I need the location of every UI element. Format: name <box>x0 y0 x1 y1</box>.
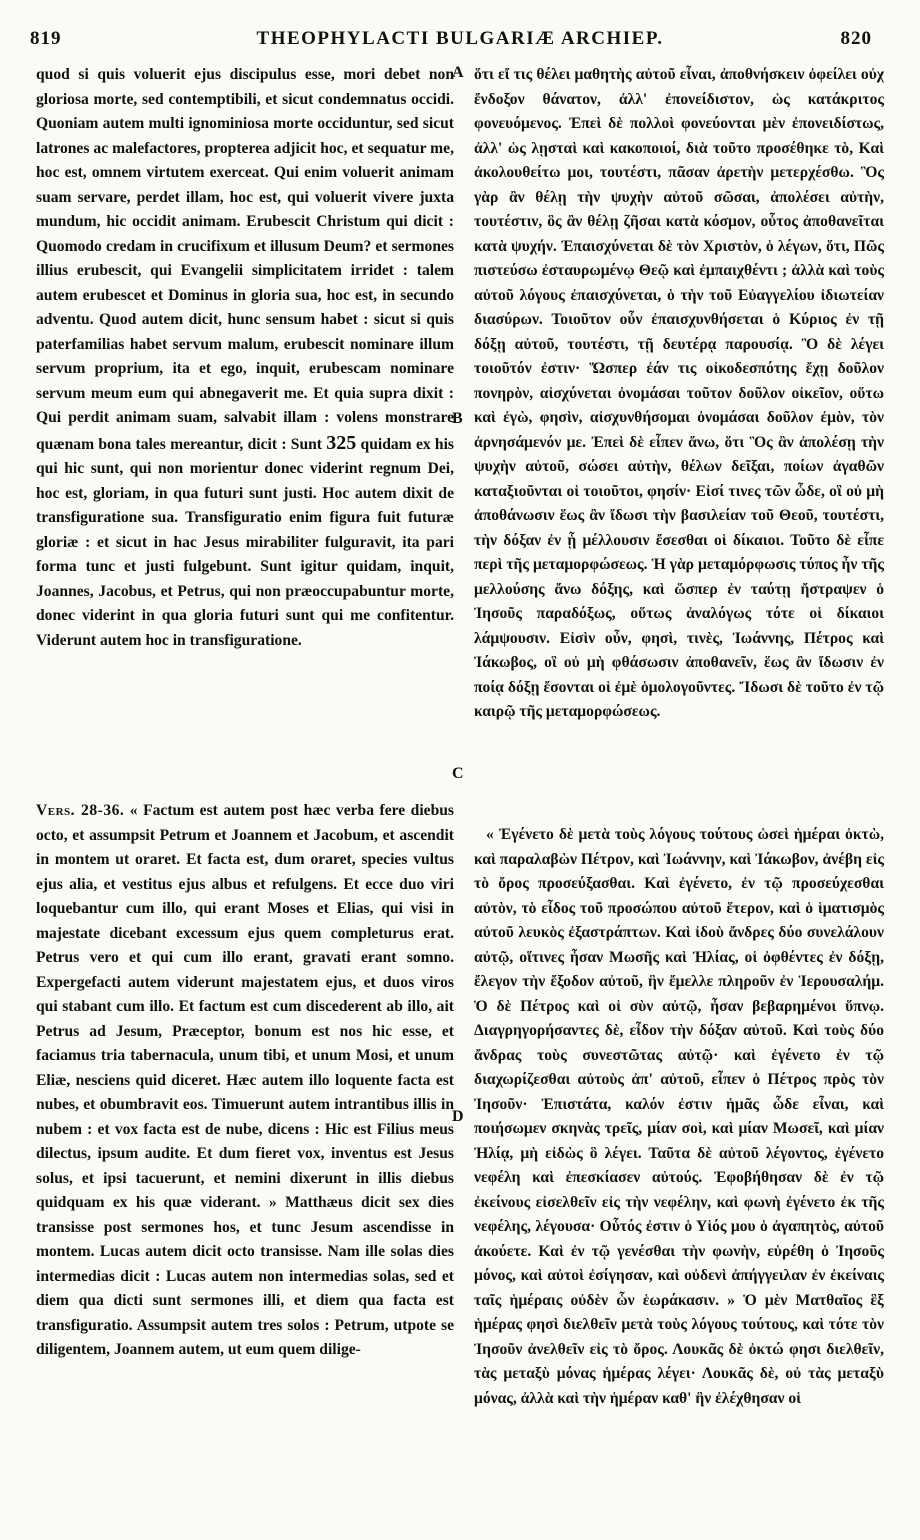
latin-text-part-1: quod si quis voluerit ejus discipulus esse, mori debet non gloriosa morte, sed contemptibili, et sicut condemnatus occidi. Quoniam autem multi ignominiosa morte occiduntur, sed sicut latrones ac malefactores, propterea adjicit hoc, et sequatur me, hoc est, omnem virtutem exerceat. Qui enim voluerit animam suam servare, perdet illam, hoc est, qui voluerit vivere juxta mundum, hic occidit animam. Erubescit Christum qui dicit : Quomodo credam in crucifixum et illusum Deum? et sermones illius erubescit, qui Evangelii simplicitatem irridet : talem autem erubescet et Dominus in gloria sua, hoc est, in secundo adventu. Quod autem dicit, hunc sensum habet : sicut si quis paterfamilias habet servum malum, erubescit nominare illum servum proprium, ita et ego, inquit, erubescam nominare servum meum eum qui abnegaverit me. Et quia supra dixit : Qui perdit animam suam, salvabit illam : volens monstrare quænam bona tales mereantur, dicit : Sunt <box>36 66 454 453</box>
latin-text-part-2: quidam ex his qui hic sunt, qui non morientur donec viderint regnum Dei, hoc est, gloriam, in qua futuri sunt justi. Hoc autem dixit de transfiguratione sua. Transfiguratio enim figura fuit futuræ gloriæ : et sicut in hac Jesus mirabiliter fulguravit, ita pari forma tunc et justi fulgebunt. Sunt igitur quidam, inquit, Joannes, Jacobus, et Petrus, qui non præoccupabuntur morte, donec viderint in qua gloria futuri sunt qui me confitentur. Viderunt autem hoc in transfiguratione. <box>36 435 455 649</box>
greek-text-part-2: « Ἐγένετο δὲ μετὰ τοὺς λόγους τούτους ὡσεὶ ἡμέραι ὀκτὼ, καὶ παραλαβὼν Πέτρον, καὶ Ἰωάννην, καὶ Ἰάκωβον, ἀνέβη εἰς τὸ ὄρος προσεύξασθαι. Καὶ ἐγένετο, ἐν τῷ προσεύχεσθαι αὐτὸν, τὸ εἶδος τοῦ προσώπου αὐτοῦ ἕτερον, καὶ ὁ ἱματισμὸς αὐτοῦ λευκὸς ἐξαστράπτων. Καὶ ἰδοὺ ἄνδρες δύο συνελάλουν αὐτῷ, οἵτινες ἦσαν Μωσῆς καὶ Ἠλίας, οἱ ὀφθέντες ἐν δόξῃ, ἔλεγον τὴν ἔξοδον αὐτοῦ, ἣν ἔμελλε πληροῦν ἐν Ἱερουσαλήμ. Ὁ δὲ Πέτρος καὶ οἱ σὺν αὐτῷ, ἦσαν βεβαρημένοι ὕπνῳ. Διαγρηγορήσαντες δὲ, εἶδον τὴν δόξαν αὐτοῦ. Καὶ τοὺς δύο ἄνδρας τοὺς συνεστῶτας αὐτῷ· καὶ ἐγένετο ἐν τῷ διαχωρίζεσθαι αὐτοὺς ἀπ' αὐτοῦ, εἶπεν ὁ Πέτρος πρὸς τὸν Ἰησοῦν· Ἐπιστάτα, καλόν ἐστιν ἡμᾶς ὧδε εἶναι, καὶ ποιήσωμεν σκηνὰς τρεῖς, μίαν σοὶ, καὶ μίαν Μωσεῖ, καὶ μίαν Ἠλίᾳ, μὴ εἰδὼς ὃ λέγει. Ταῦτα δὲ αὐτοῦ λέγοντος, ἐγένετο νεφέλη καὶ ἐπεσκίασεν αὐτούς. Ἐφοβήθησαν δὲ ἐν τῷ ἐκείνους εἰσελθεῖν εἰς τὴν νεφέλην, καὶ φωνὴ ἐγένετο ἐκ τῆς νεφέλης, λέγουσα· Οὗτός ἐστιν ὁ Υἱός μου ὁ ἀγαπητὸς, αὐτοῦ ἀκούετε. Καὶ ἐν τῷ γενέσθαι τὴν φωνὴν, εὑρέθη ὁ Ἰησοῦς μόνος, καὶ αὐτοὶ ἐσίγησαν, καὶ οὐδενὶ ἀπήγγειλαν ἐν ἐκείναις ταῖς ἡμέραις οὐδὲν ὧν ἑωράκασιν. » Ὁ μὲν Ματθαῖος ἓξ ἡμέρας φησὶ διελθεῖν μετὰ τοὺς λόγους τούτους, καὶ τότε τὸν Ἰησοῦν ἀνελθεῖν εἰς τὸ ὄρος. Λουκᾶς δὲ ὀκτώ φησι διελθεῖν, τὰς μεταξὺ μόνας ἡμέρας λέγει· Λουκᾶς δὲ, οὐ τὰς μεταξὺ μόνας, ἀλλὰ καὶ τὴν ἡμέραν καθ' ἣν ἐλέχθησαν οἱ <box>474 826 884 1407</box>
latin-text-part-3: « Factum est autem post hæc verba fere diebus octo, et assumpsit Petrum et Joannem et Jacobum, et ascendit in montem ut oraret. Et facta est, dum oraret, species vultus ejus alia, et vestitus ejus albus et refulgens. Et ecce duo viri loquebantur cum illo, qui erant Moses et Elias, qui visi in majestate dicebant excessum ejus quem completurus erat. Petrus vero et qui cum illo erant, gravati erant somno. Expergefacti autem viderunt majestatem ejus, et duos viros qui stabant cum illo. Et factum est cum discederent ab illo, ait Petrus ad Jesum, Præceptor, bonum est nos hic esse, et faciamus tria tabernacula, unum tibi, et unum Mosi, et unum Eliæ, nesciens quid diceret. Hæc autem illo loquente facta est nubes, et obumbravit eos. Timuerunt autem intrantibus illis in nubem : et vox facta est de nube, dicens : Hic est Filius meus dilectus, ipsum audite. Et dum fieret vox, inventus est Jesus solus, et ipsi tacuerunt, et nemini dixerunt in illis diebus quidquam ex his quæ viderant. » Matthæus dicit sex dies transisse post sermones hos, et tunc Jesum ascendisse in montem. Lucas autem dicit octo transisse. Nam ille solas dies intermedias dicit : Lucas autem non intermedias solas, sed et diem qua dicti sunt sermones illi, et diem qua facta est transfiguratio. Assumpsit autem tres solos : Petrum, utpote se diligentem, Joannem autem, ut eum quem dilige- <box>36 802 454 1358</box>
left-page-number: 819 <box>30 28 62 49</box>
greek-column-upper <box>474 63 884 725</box>
latin-column-upper <box>36 63 454 653</box>
latin-column-lower <box>36 799 454 1363</box>
running-title: THEOPHYLACTI BULGARIÆ ARCHIEP. <box>256 28 664 49</box>
column-page-marker: 325 <box>326 431 357 454</box>
margin-letter-c: C <box>452 765 464 782</box>
greek-column-lower <box>474 823 884 1411</box>
margin-letter-d: D <box>452 1108 464 1125</box>
margin-letter-a: A <box>452 64 464 81</box>
right-page-number: 820 <box>840 28 872 49</box>
greek-text-part-1: ὅτι εἴ τις θέλει μαθητὴς αὐτοῦ εἶναι, ἀποθνήσκειν ὀφείλει οὐχ ἔνδοξον θάνατον, ἀλλ' ἐπονείδιστον, ὡς κατάκριτος φονευόμενος. Ἐπεὶ δὲ πολλοὶ φονεύονται μὲν ἐπονειδίστως, ἀλλ' ὡς λῃσταὶ καὶ κακοποιοί, διὰ τοῦτο προσέθηκε τὸ, Καὶ ἀκολουθείτω μοι, τουτέστι, πᾶσαν ἀρετὴν μετερχέσθω. Ὃς γὰρ ἂν θέλῃ τὴν ψυχὴν αὐτοῦ σῶσαι, ἀπολέσει αὐτὴν, τουτέστιν, ὃς ἂν θέλῃ ζῆσαι κατὰ κόσμον, οὗτος ἀποθανεῖται κατὰ ψυχήν. Ἐπαισχύνεται δὲ τὸν Χριστὸν, ὁ λέγων, ὅτι, Πῶς πιστεύσω ἐσταυρωμένῳ Θεῷ καὶ ἐμπαιχθέντι ; ἀλλὰ καὶ τοὺς αὐτοῦ λόγους ἐπαισχύνεται, ὁ τὴν τοῦ Εὐαγγελίου ἰδιωτείαν διασύρων. Τοιοῦτον οὖν ἐπαισχυνθήσεται ὁ Κύριος ἐν τῇ δόξῃ αὐτοῦ, τουτέστι, τῇ δευτέρᾳ παρουσίᾳ. Ὃ δὲ λέγει τοιοῦτόν ἐστιν· Ὥσπερ ἐάν τις οἰκοδεσπότης ἔχῃ δοῦλον πονηρὸν, αἰσχύνεται ὀνομάσαι τοῦτον δοῦλον οἰκεῖον, οὕτω καὶ ἐγὼ, φησὶν, αἰσχυνθήσομαι ὀνομάσαι δοῦλον ἐμὸν, τὸν ἀρνησάμενόν με. Ἐπεὶ δὲ εἶπεν ἄνω, ὅτι Ὃς ἂν ἀπολέσῃ τὴν ψυχὴν αὐτοῦ, σώσει αὐτὴν, θέλων δεῖξαι, ποίων ἀγαθῶν καταξιοῦνται οἱ τοιοῦτοι, φησίν· Εἰσί τινες τῶν ὧδε, οἳ οὐ μὴ ἀποθάνωσιν ἕως ἂν ἴδωσι τὴν βασιλείαν τοῦ Θεοῦ, τουτέστι, τὴν δόξαν ἐν ᾗ μέλλουσιν ἔσεσθαι οἱ δίκαιοι. Τοῦτο δὲ εἶπε περὶ τῆς μεταμορφώσεως. Ἡ γὰρ μεταμόρφωσις τύπος ἦν τῆς μελλούσης ἄνω δόξης, καὶ ὥσπερ ἐν ταύτῃ ἤστραψεν ὁ Ἰησοῦς παραδόξως, οὕτως ἀναλόγως τότε οἱ δίκαιοι λάμψουσιν. Εἰσὶν οὖν, φησὶ, τινὲς, Ἰωάννης, Πέτρος καὶ Ἰάκωβος, οἳ οὐ μὴ φθάσωσιν ἀποθανεῖν, ἕως ἂν ἴδωσιν ἐν ποίᾳ δόξῃ ἔσονται οἱ ἐμὲ ὁμολογοῦντες. Ἴδωσι δὲ τοῦτο ἐν τῷ καιρῷ τῆς μεταμορφώσεως. <box>474 66 884 720</box>
margin-letter-b: B <box>452 410 463 427</box>
verse-label: Vers. 28-36. <box>36 802 125 819</box>
